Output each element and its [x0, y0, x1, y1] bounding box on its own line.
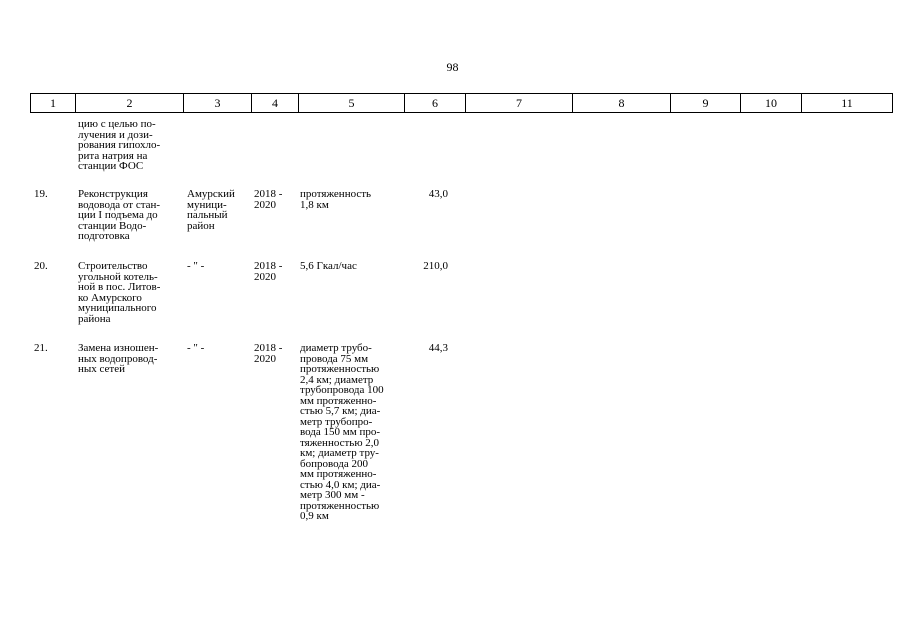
- capacity: 5,6 Гкал/час: [300, 260, 357, 272]
- object-name: Реконструкция водовода от стан- ции I подъема до станции Водо- подготовка: [78, 188, 161, 242]
- column-number: 11: [802, 94, 893, 113]
- capacity: протяженность 1,8 км: [300, 188, 372, 211]
- column-number-header: [30, 93, 893, 113]
- row-number: 19.: [34, 188, 48, 200]
- object-name: Замена изношен- ных водопровод- ных сетей: [78, 342, 159, 375]
- row-number: 20.: [34, 260, 48, 272]
- location: Амурский муници- пальный район: [187, 188, 235, 232]
- capacity: диаметр трубо- провода 75 мм протяженностью 2,4 км; диаметр трубопровода 100 мм протяженно- стью 5,7 км; диа- метр трубопро- вода 150 мм про- тяженностью 2,0 км; диаметр тру- бопровода 200 мм протяженно- стью 4,0 км; диа- метр 300 мм - протяженностью 0,9 км: [300, 342, 384, 522]
- object-name: Строительство угольной котель- ной в пос. Литов- ко Амурского муниципального района: [78, 260, 161, 325]
- location: - " -: [187, 260, 205, 272]
- column-number: 1: [31, 94, 76, 113]
- continuation-text: цию с целью по- лучения и дози- рования гипохло- рита натрия на станции ФОС: [78, 118, 161, 172]
- cost: 43,0: [428, 188, 448, 200]
- row-number: 21.: [34, 342, 48, 354]
- column-number: 9: [671, 94, 741, 113]
- page-number: 98: [446, 60, 459, 74]
- column-number: 3: [184, 94, 252, 113]
- column-number: 5: [299, 94, 405, 113]
- cost: 210,0: [423, 260, 448, 272]
- column-number: 10: [741, 94, 802, 113]
- column-number: 6: [405, 94, 466, 113]
- column-number: 2: [76, 94, 184, 113]
- implementation-period: 2018 - 2020: [254, 342, 283, 365]
- location: - " -: [187, 342, 205, 354]
- column-number: 4: [252, 94, 299, 113]
- cost: 44,3: [428, 342, 448, 354]
- column-number: 7: [466, 94, 573, 113]
- implementation-period: 2018 - 2020: [254, 188, 283, 211]
- implementation-period: 2018 - 2020: [254, 260, 283, 283]
- column-number: 8: [573, 94, 671, 113]
